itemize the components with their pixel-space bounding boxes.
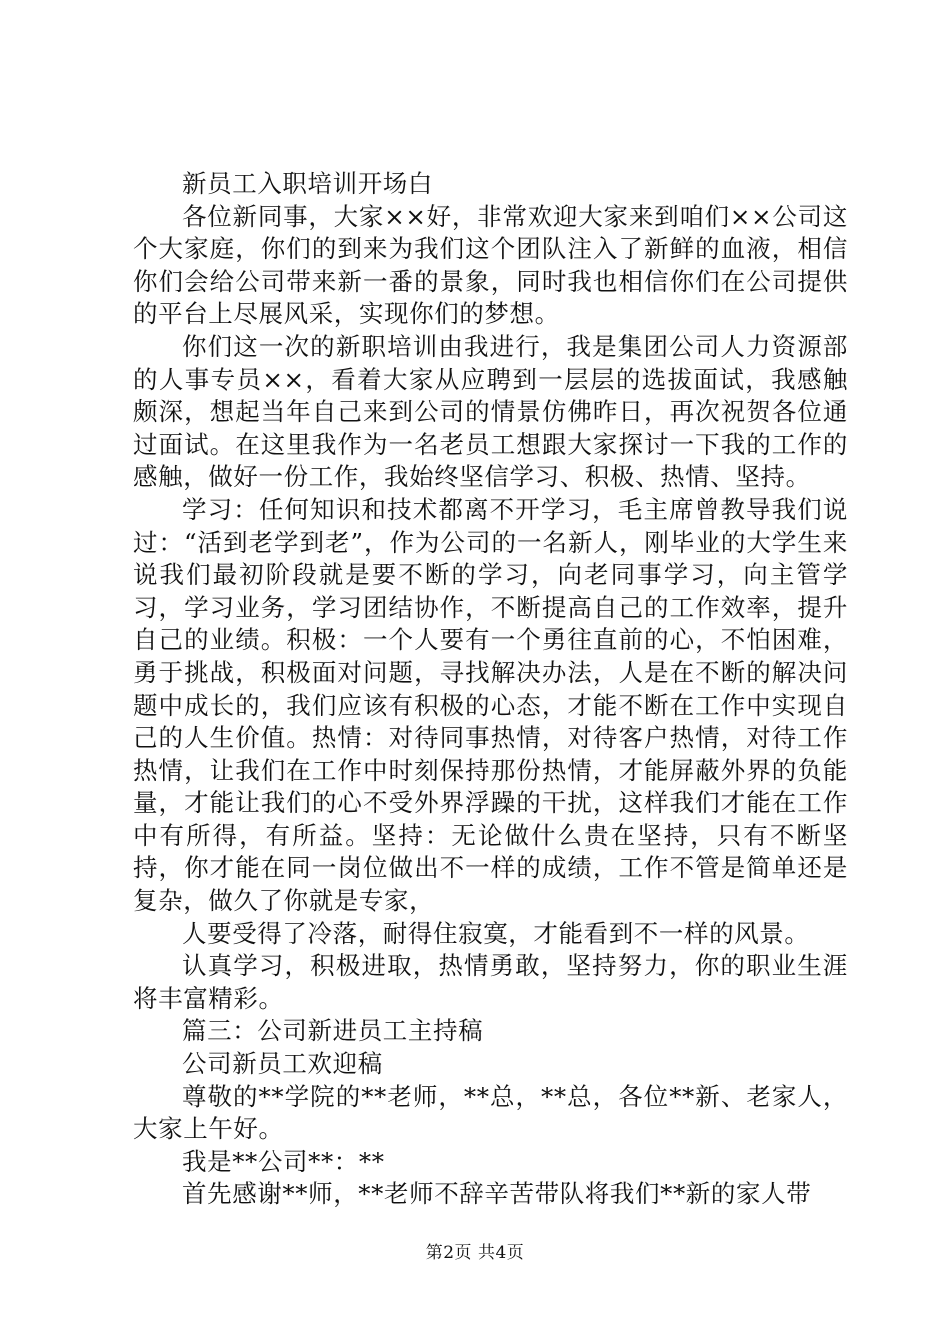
- section-heading: 篇三：公司新进员工主持稿: [182, 1016, 484, 1046]
- subheading: 公司新员工欢迎稿: [182, 1049, 383, 1079]
- paragraph-closing: 认真学习，积极进取，热情勇敢，坚持努力，你的职业生涯将丰富精彩。: [133, 951, 848, 1013]
- paragraph-scenery: 人要受得了冷落，耐得住寂寞，才能看到不一样的风景。: [182, 918, 810, 948]
- page-footer: 第2页 共4页: [425, 1243, 525, 1263]
- document-title: 新员工入职培训开场白: [182, 169, 433, 198]
- paragraph-salutation: 尊敬的**学院的**老师，**总，**总，各位**新、老家人，大家上午好。: [133, 1081, 848, 1144]
- document-body: [133, 168, 848, 1211]
- paragraph-introduction: 你们这一次的新职培训由我进行，我是集团公司人力资源部的人事专员××，看着大家从应聘到一层层的选拔面试，我感触颇深，想起当年自己来到公司的情景仿佛昨日，再次祝贺各位通过面试。在这里我作为一名老员工想跟大家探讨一下我的工作的感触，做好一份工作，我始终坚信学习、积极、热情、坚持。: [133, 331, 848, 492]
- paragraph-principles: 学习：任何知识和技术都离不开学习，毛主席曾教导我们说过：“活到老学到老”，作为公司的一名新人，刚毕业的大学生来说我们最初阶段就是要不断的学习，向老同事学习，向主管学习，学习业务，学习团结协作，不断提高自己的工作效率，提升自己的业绩。积极：一个人要有一个勇往直前的心，不怕困难，勇于挑战，积极面对问题，寻找解决办法，人是在不断的解决问题中成长的，我们应该有积极的心态，才能不断在工作中实现自己的人生价值。热情：对待同事热情，对待客户热情，对待工作热情，让我们在工作中时刻保持那份热情，才能屏蔽外界的负能量，才能让我们的心不受外界浮躁的干扰，这样我们才能在工作中有所得，有所益。坚持：无论做什么贵在坚持，只有不断坚持，你才能在同一岗位做出不一样的成绩，工作不管是简单还是复杂，做久了你就是专家，: [133, 494, 848, 916]
- paragraph-greeting: 各位新同事，大家××好，非常欢迎大家来到咱们××公司这个大家庭，你们的到来为我们这个团队注入了新鲜的血液，相信你们会给公司带来新一番的景象，同时我也相信你们在公司提供的平台上尽展风采，实现你们的梦想。: [133, 201, 848, 329]
- paragraph-thanks: 首先感谢**师，**老师不辞辛苦带队将我们**新的家人带: [182, 1179, 812, 1209]
- paragraph-self-intro: 我是**公司**：**: [182, 1146, 385, 1176]
